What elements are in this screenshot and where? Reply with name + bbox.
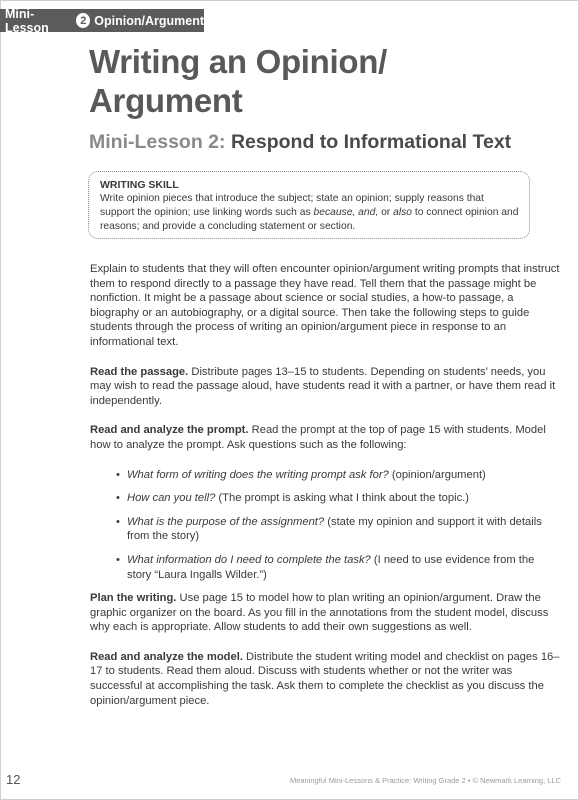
tab-topic: Opinion/Argument bbox=[94, 13, 204, 28]
step-text: Read the prompt at the top of page 15 with students. Model how to analyze the prompt. Ask questions such as the following: bbox=[90, 424, 546, 451]
lesson-body bbox=[90, 262, 560, 723]
list-item bbox=[116, 515, 560, 544]
lesson-number-badge: 2 bbox=[76, 13, 90, 28]
answer-text: (The prompt is asking what I think about the topic.) bbox=[215, 492, 470, 505]
question-text: What is the purpose of the assignment? bbox=[127, 515, 325, 528]
skill-text-a: Write opinion pieces that introduce the subject; state an opinion; supply reasons that support the opinion; use linking words such as bbox=[100, 193, 484, 218]
answer-text: (state my opinion and support it with details from the story) bbox=[127, 515, 542, 543]
bullet-icon: • bbox=[116, 468, 120, 481]
title-line-2: Argument bbox=[89, 82, 243, 119]
skill-em-1: because, and, bbox=[313, 207, 379, 218]
question-text: How can you tell? bbox=[127, 492, 216, 505]
step-text: Distribute the student writing model and checklist on pages 16–17 to students. Read them aloud. Discuss with students whether or not the writer was successful at accomplishing the task. Ask them to complete the checklist as you discuss the opinion/argument piece. bbox=[90, 650, 560, 707]
step-heading: Plan the writing. bbox=[90, 592, 177, 605]
step-heading: Read and analyze the model. bbox=[90, 650, 243, 663]
skill-text-b: or bbox=[378, 207, 394, 218]
step-read-passage bbox=[90, 365, 560, 409]
skill-em-2: also bbox=[393, 207, 412, 218]
list-item bbox=[116, 553, 560, 582]
step-analyze-model bbox=[90, 650, 560, 708]
writing-skill-text bbox=[100, 192, 519, 234]
page-number: 12 bbox=[6, 772, 21, 787]
question-text: What information do I need to complete the task? bbox=[127, 553, 371, 566]
step-text: Distribute pages 13–15 to students. Depending on students’ needs, you may wish to read the passage aloud, have students read it with a partner, or have them read it independently. bbox=[90, 365, 556, 407]
tab-prefix: Mini-Lesson bbox=[5, 6, 49, 35]
answer-text: (opinion/argument) bbox=[388, 468, 486, 481]
bullet-icon: • bbox=[116, 492, 120, 505]
title-line-1: Writing an Opinion/ bbox=[89, 43, 387, 80]
bullet-icon: • bbox=[116, 515, 120, 528]
mini-lesson-tab bbox=[0, 6, 204, 35]
step-heading: Read the passage. bbox=[90, 365, 189, 378]
writing-skill-box bbox=[88, 171, 530, 239]
page-subtitle bbox=[89, 131, 511, 154]
subtitle-lead: Mini-Lesson 2: bbox=[89, 131, 226, 153]
footer-credit: Meaningful Mini-Lessons & Practice: Writing Grade 2 • © Newmark Learning, LLC bbox=[289, 776, 561, 785]
step-plan-writing bbox=[90, 591, 560, 635]
step-analyze-prompt bbox=[90, 423, 560, 452]
subtitle-rest: Respond to Informational Text bbox=[230, 131, 512, 153]
skill-text-c: to connect opinion and reasons; and provide a concluding statement or section. bbox=[100, 207, 519, 232]
question-text: What form of writing does the writing prompt ask for? bbox=[127, 468, 389, 481]
answer-text: (I need to use evidence from the story “Laura Ingalls Wilder.”) bbox=[127, 553, 535, 581]
step-heading: Read and analyze the prompt. bbox=[90, 424, 249, 437]
page-title bbox=[89, 42, 549, 120]
list-item bbox=[116, 468, 560, 483]
step-text: Use page 15 to model how to plan writing an opinion/argument. Draw the graphic organizer on the board. As you fill in the annotations from the student model, discuss why each is appropriate. Allow students to add their own suggestions as well. bbox=[90, 592, 549, 634]
bullet-icon: • bbox=[116, 553, 120, 566]
intro-paragraph: Explain to students that they will often encounter opinion/argument writing prompts that instruct them to respond directly to a passage they have read. Tell them that the passage might be nonfiction. It might be a passage about science or social studies, a how-to passage, a biography or an autobiography, or a digital source. Then take the following steps to guide students through the process of writing an opinion/argument piece in response to an informational text. bbox=[90, 263, 560, 348]
writing-skill-heading: WRITING SKILL bbox=[100, 179, 179, 191]
question-list bbox=[90, 468, 560, 583]
list-item bbox=[116, 491, 560, 506]
